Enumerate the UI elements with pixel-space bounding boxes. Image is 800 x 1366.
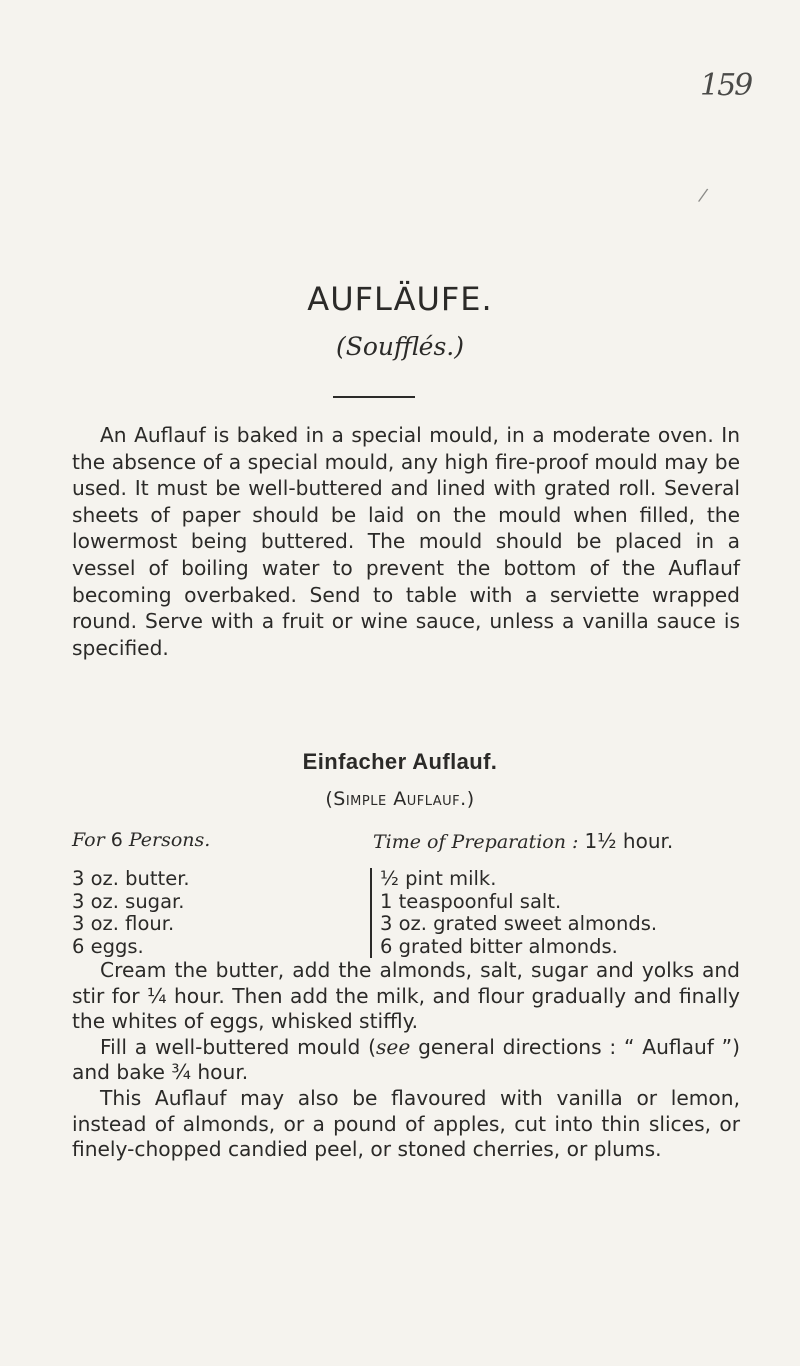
stray-pencil-mark: / [696,184,710,207]
servings-number: 6 [110,829,123,851]
servings-line [72,829,210,851]
section-title: AUFLÄUFE. [307,280,493,318]
ingredients-left-column [72,868,190,958]
method-paragraph [72,1035,740,1086]
recipe-subtitle: (Simple Auflauf.) [325,788,475,810]
title-divider [333,396,415,398]
servings-unit: Persons. [128,829,211,851]
ingredient-item: 3 oz. grated sweet almonds. [380,912,658,935]
ingredients-right-column [380,868,657,958]
method-paragraph: Cream the butter, add the almonds, salt, sugar and yolks and stir for ¼ hour. Then add the milk, and flour gradually and finally the whites of eggs, whisked stiffly. [72,958,740,1034]
page-number-mark: 159 [700,68,752,103]
prep-time-value: 1½ hour. [584,829,674,853]
ingredients-divider [370,868,372,958]
method-see-italic: see [376,1034,411,1059]
method-paragraph: This Auflauf may also be flavoured with vanilla or lemon, instead of almonds, or a pound of apples, cut into thin slices, or finely-chopped candied peel, or stoned cherries, or plums. [72,1085,740,1162]
recipe-title: Einfacher Auflauf. [302,749,498,774]
ingredient-item: ½ pint milk. [380,867,497,890]
ingredient-item: 3 oz. sugar. [72,889,185,913]
servings-label: For [72,829,105,851]
prep-time-label: Time of Preparation : [373,831,579,853]
method-section [72,958,740,1163]
ingredient-item: 3 oz. flour. [72,912,175,935]
method-text: general directions : “ Auflauf ”) and bake ¾ hour. [72,1034,740,1085]
ingredient-item: 6 eggs. [72,934,144,958]
method-text: Fill a well-buttered mould ( [100,1034,377,1059]
intro-paragraph: An Auflauf is baked in a special mould, in a moderate oven. In the absence of a special mould, any high fire-proof mould may be used. It must be well-buttered and lined with grated roll. Several sheets of paper should be laid on the mould when filled, the lowermost being buttered. The mould should be placed in a vessel of boiling water to prevent the bottom of the Auflauf becoming overbaked. Send to table with a serviette wrapped round. Serve with a fruit or wine sauce, unless a vanilla sauce is specified. [72,423,740,660]
ingredient-item: 6 grated bitter almonds. [380,934,618,958]
ingredient-item: 1 teaspoonful salt. [380,889,562,913]
prep-time-line [373,829,673,853]
section-subtitle: (Soufflés.) [335,332,464,361]
ingredient-item: 3 oz. butter. [72,867,190,890]
